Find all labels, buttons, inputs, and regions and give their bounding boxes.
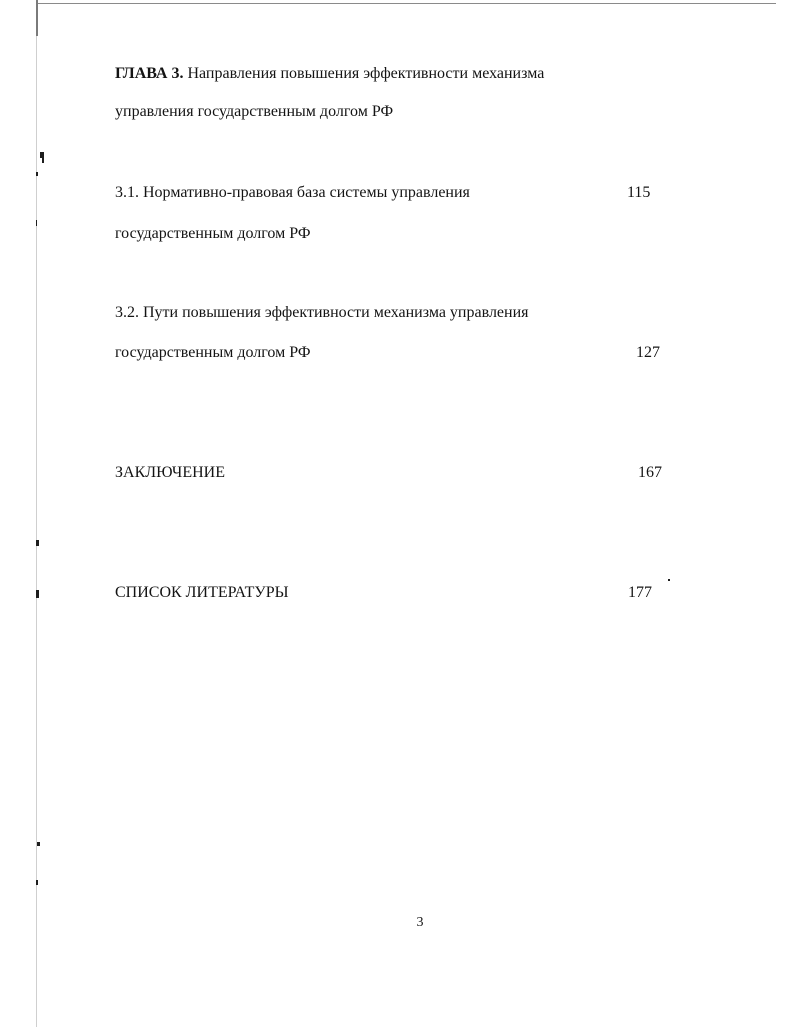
toc-item-conclusion: ЗАКЛЮЧЕНИЕ [115,464,225,481]
toc-item-3-2-line2: государственным долгом РФ [115,344,311,361]
scan-speck [36,540,39,546]
toc-item-bibliography: СПИСОК ЛИТЕРАТУРЫ [115,584,289,601]
scan-edge-left [36,0,37,1027]
toc-item-3-2-line1: 3.2. Пути повышения эффективности механизма управления [115,304,529,321]
chapter-title-line2: управления государственным долгом РФ [115,103,394,120]
page-number: 3 [416,915,424,930]
scan-speck [36,172,38,176]
chapter-heading-line1 [115,64,544,84]
toc-item-3-1-line2: государственным долгом РФ [115,225,311,242]
toc-item-bibliography-page: 177 [628,584,652,601]
scan-speck [42,158,44,163]
toc-item-3-1-page: 115 [627,184,651,201]
scan-speck [37,842,40,846]
toc-item-3-1-line1: 3.1. Нормативно-правовая база системы управления [115,184,470,201]
scan-edge-left-mark [36,0,38,36]
scan-speck [36,220,37,226]
scan-speck [36,590,39,598]
toc-item-conclusion-page: 167 [638,464,662,481]
scan-edge-top [36,3,776,4]
chapter-label: ГЛАВА 3. [115,65,184,82]
scan-speck [668,579,670,581]
toc-item-3-2-page: 127 [636,344,660,361]
chapter-title-line1: Направления повышения эффективности механизма [187,65,545,82]
scan-speck [36,880,38,885]
